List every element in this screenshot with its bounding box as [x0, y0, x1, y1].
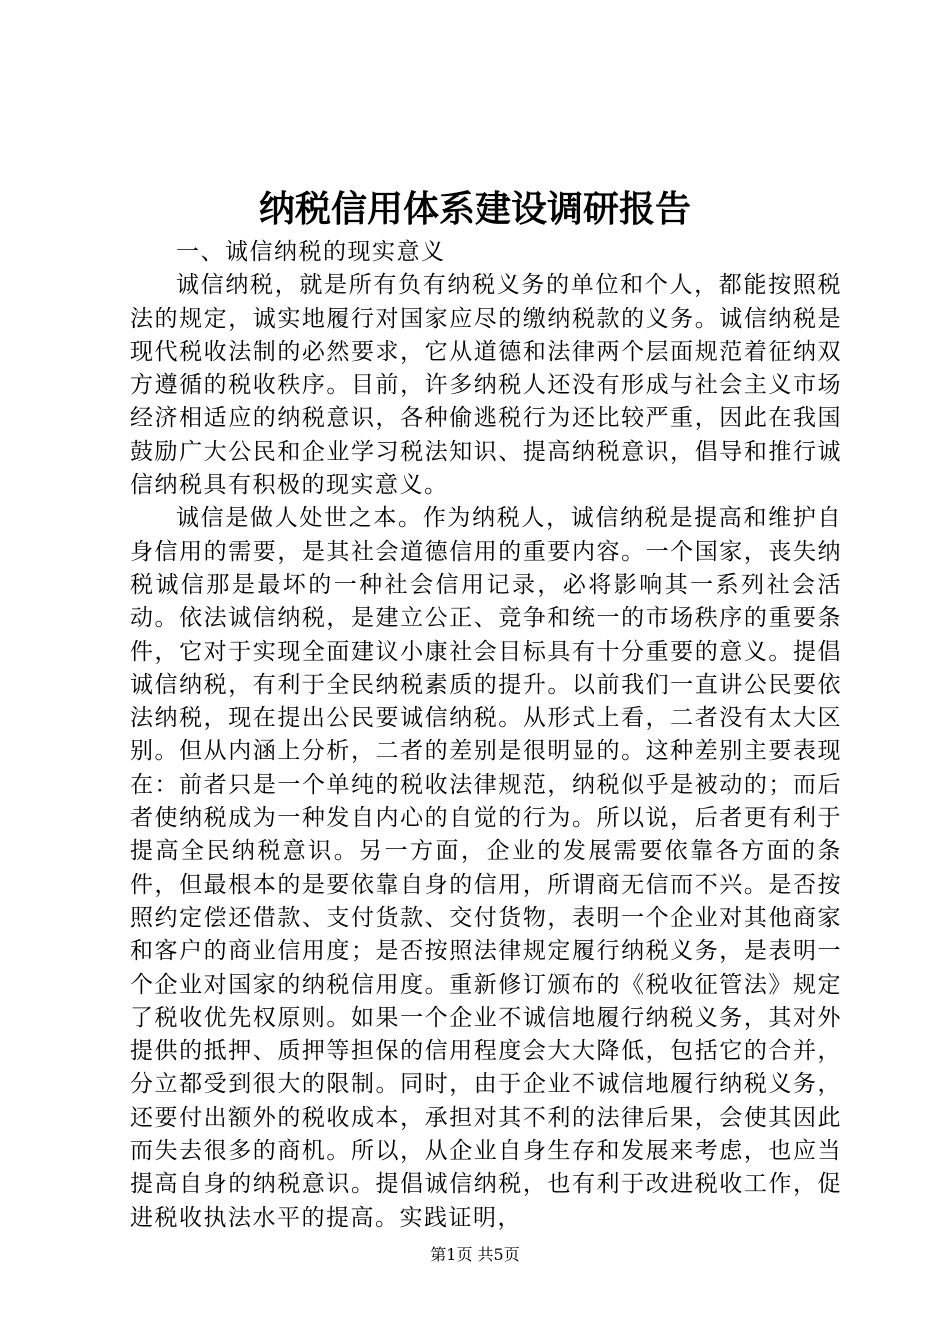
- section-heading: 一、诚信纳税的现实意义: [176, 239, 446, 265]
- paragraph-1: 诚信纳税，就是所有负有纳税义务的单位和个人，都能按照税法的规定，诚实地履行对国家应尽的缴纳税款的义务。诚信纳税是现代税收法制的必然要求，它从道德和法律两个层面规范着征纳双方遵循的税收秩序。目前，许多纳税人还没有形成与社会主义市场经济相适应的纳税意识，各种偷逃税行为还比较严重，因此在我国鼓励广大公民和企业学习税法知识、提高纳税意识，倡导和推行诚信纳税具有积极的现实意义。: [130, 272, 842, 499]
- document-body: [130, 236, 842, 1235]
- page-title: 纳税信用体系建设调研报告: [258, 188, 691, 230]
- page-indicator: 第1页 共5页: [430, 1245, 520, 1264]
- paragraph-2: 诚信是做人处世之本。作为纳税人，诚信纳税是提高和维护自身信用的需要，是其社会道德信用的重要内容。一个国家，丧失纳税诚信那是最坏的一种社会信用记录，必将影响其一系列社会活动。依法诚信纳税，是建立公正、竞争和统一的市场秩序的重要条件，它对于实现全面建议小康社会目标具有十分重要的意义。提倡诚信纳税，有利于全民纳税素质的提升。以前我们一直讲公民要依法纳税，现在提出公民要诚信纳税。从形式上看，二者没有太大区别。但从内涵上分析，二者的差别是很明显的。这种差别主要表现在：前者只是一个单纯的税收法律规范，纳税似乎是被动的；而后者使纳税成为一种发自内心的自觉的行为。所以说，后者更有利于提高全民纳税意识。另一方面，企业的发展需要依靠各方面的条件，但最根本的是要依靠自身的信用，所谓商无信而不兴。是否按照约定偿还借款、支付货款、交付货物，表明一个企业对其他商家和客户的商业信用度；是否按照法律规定履行纳税义务，是表明一个企业对国家的纳税信用度。重新修订颁布的《税收征管法》规定了税收优先权原则。如果一个企业不诚信地履行纳税义务，其对外提供的抵押、质押等担保的信用程度会大大降低，包括它的合并，分立都受到很大的限制。同时，由于企业不诚信地履行纳税义务，还要付出额外的税收成本，承担对其不利的法律后果，会使其因此而失去很多的商机。所以，从企业自身生存和发展来考虑，也应当提高自身的纳税意识。提倡诚信纳税，也有利于改进税收工作，促进税收执法水平的提高。实践证明，: [130, 505, 842, 1231]
